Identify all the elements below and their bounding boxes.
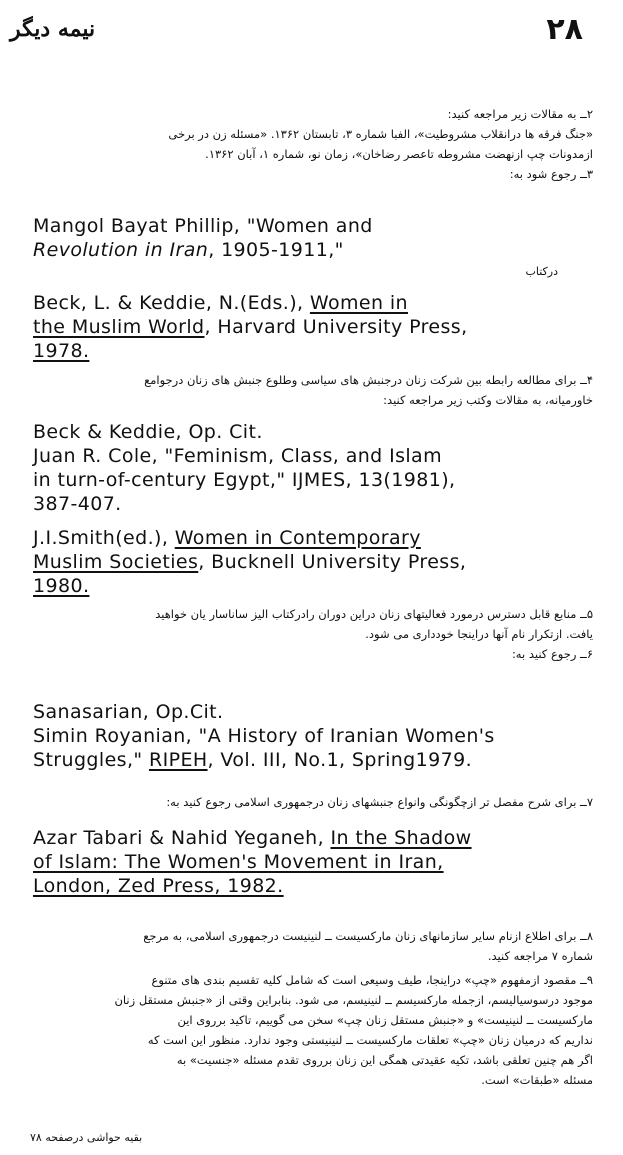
note-line: نداریم که درمیان زنان «چپ» تعلقات مارکسیست ــ لنینیستی وجود ندارد. منظور این است که (147, 1033, 593, 1047)
note-line: ۹ــ مقصود ازمفهوم «چپ» دراینجا، طیف وسیعی است که شامل کلیه تقسیم بندی های متنوع (151, 973, 593, 987)
ref-line (33, 748, 495, 772)
reference-tabari (33, 826, 472, 898)
ref-line: Sanasarian, Op.Cit. (33, 701, 224, 723)
note-line: ۶ــ رجوع کنید به: (511, 647, 593, 661)
note-line: مسئله «طبقات» است. (481, 1073, 593, 1087)
note-9 (28, 970, 593, 1090)
note-line: ۷ــ برای شرح مفصل تر ازچگونگی وانواع جنبشهای زنان درجمهوری اسلامی رجوع کنید به: (166, 795, 593, 809)
in-book-label: درکتاب (525, 265, 558, 278)
ref-line (33, 550, 466, 574)
note-line: مارکسیست ــ لنینیست» و «جنبش مستقل زنان چپ» سخن می گوییم، تاکید برروی این (177, 1013, 593, 1027)
ref-journal: RIPEH (148, 749, 208, 771)
reference-phillip (33, 214, 373, 262)
note-line: ۲ــ به مقالات زیر مراجعه کنید: (447, 107, 593, 121)
note-line: ۵ــ منابع قابل دسترس درمورد فعالیتهای زنان دراین دوران رادرکتاب الیز ساناسار یان خواهید (155, 607, 593, 621)
note-5 (28, 604, 593, 664)
reference-cole (33, 420, 455, 516)
ref-text: , 1905-1911," (208, 239, 344, 261)
ref-title: Women in Contemporary (174, 527, 421, 549)
note-line: ازمدونات چپ ازنهضت مشروطه تاعصر رضاخان»، زمان نو، شماره ۱، آبان ۱۳۶۲. (205, 147, 593, 161)
reference-royanian (33, 700, 495, 772)
note-line: «جنگ فرقه ها درانقلاب مشروطیت»، الفبا شماره ۳، تابستان ۱۳۶۲. «مسئله زن در برخی (168, 127, 593, 141)
ref-line (33, 850, 472, 874)
note-line: یافت. ازتکرار نام آنها دراینجا خودداری می شود. (365, 627, 593, 641)
ref-text: , Vol. III, No.1, Spring1979. (207, 749, 473, 771)
note-line: اگر هم چنین تعلقی باشد، تکیه عقیدتی همگی این زنان برروی تقدم مسئله «جنسیت» به (176, 1053, 593, 1067)
ref-publisher: London, Zed Press, 1982. (33, 875, 284, 897)
ref-line: Juan R. Cole, "Feminism, Class, and Islam (33, 445, 443, 467)
ref-year: 1978. (33, 340, 90, 362)
ref-year: 1980. (33, 575, 90, 597)
ref-line: Simin Royanian, "A History of Iranian Women's (33, 725, 495, 747)
ref-line (33, 574, 466, 598)
ref-line: 387-407. (33, 493, 122, 515)
ref-line (33, 526, 466, 550)
note-line: شماره ۷ مراجعه کنید. (487, 949, 593, 963)
note-7 (28, 792, 593, 812)
reference-smith (33, 526, 466, 598)
ref-text: Struggles," (33, 749, 149, 771)
ref-title: Revolution in Iran (33, 239, 209, 261)
ref-line (33, 291, 468, 315)
ref-text: Beck, L. & Keddie, N.(Eds.), (33, 292, 310, 314)
page-number: ۲۸ (546, 12, 583, 47)
note-line: ۳ــ رجوع شود به: (509, 167, 593, 181)
ref-text: Azar Tabari & Nahid Yeganeh, (33, 827, 331, 849)
note-line: خاورمیانه، به مقالات وکتب زیر مراجعه کنید: (383, 393, 593, 407)
ref-title: Women in (309, 292, 409, 314)
ref-text: , Bucknell University Press, (198, 551, 467, 573)
ref-text: , Harvard University Press, (204, 316, 468, 338)
ref-title: of Islam: The Women's Movement in Iran, (33, 851, 444, 873)
ref-title: In the Shadow (330, 827, 472, 849)
note-4 (28, 370, 593, 410)
ref-line: in turn-of-century Egypt," IJMES, 13(1981), (33, 469, 456, 491)
ref-title: the Muslim World (33, 316, 205, 338)
note-line: ۸ــ برای اطلاع ازنام سایر سازمانهای زنان مارکسیست ــ لنینیست درجمهوری اسلامی، به مرجع (143, 929, 593, 943)
ref-line (33, 238, 373, 262)
ref-line (33, 874, 472, 898)
ref-line (33, 339, 468, 363)
note-2 (28, 104, 593, 184)
reference-beck-keddie (33, 291, 468, 363)
continued-note: بقیه حواشی درصفحه ۷۸ (30, 1131, 143, 1144)
ref-text: J.I.Smith(ed.), (33, 527, 175, 549)
note-8 (28, 926, 593, 966)
ref-title: Muslim Societies (33, 551, 199, 573)
ref-line (33, 826, 472, 850)
book-title: نیمه دیگر (10, 16, 96, 42)
ref-line: Mangol Bayat Phillip, "Women and (33, 215, 373, 237)
ref-line (33, 315, 468, 339)
ref-line: Beck & Keddie, Op. Cit. (33, 421, 263, 443)
note-line: ۴ــ برای مطالعه رابطه بین شرکت زنان درجنبش های سیاسی وطلوع جنبش های زنان درجوامع (144, 373, 593, 387)
note-line: موجود درسوسیالیسم، ازجمله مارکسیسم ــ لنینیسم، می شود. بنابراین وقتی از «جنبش مستقل زنان (114, 993, 593, 1007)
